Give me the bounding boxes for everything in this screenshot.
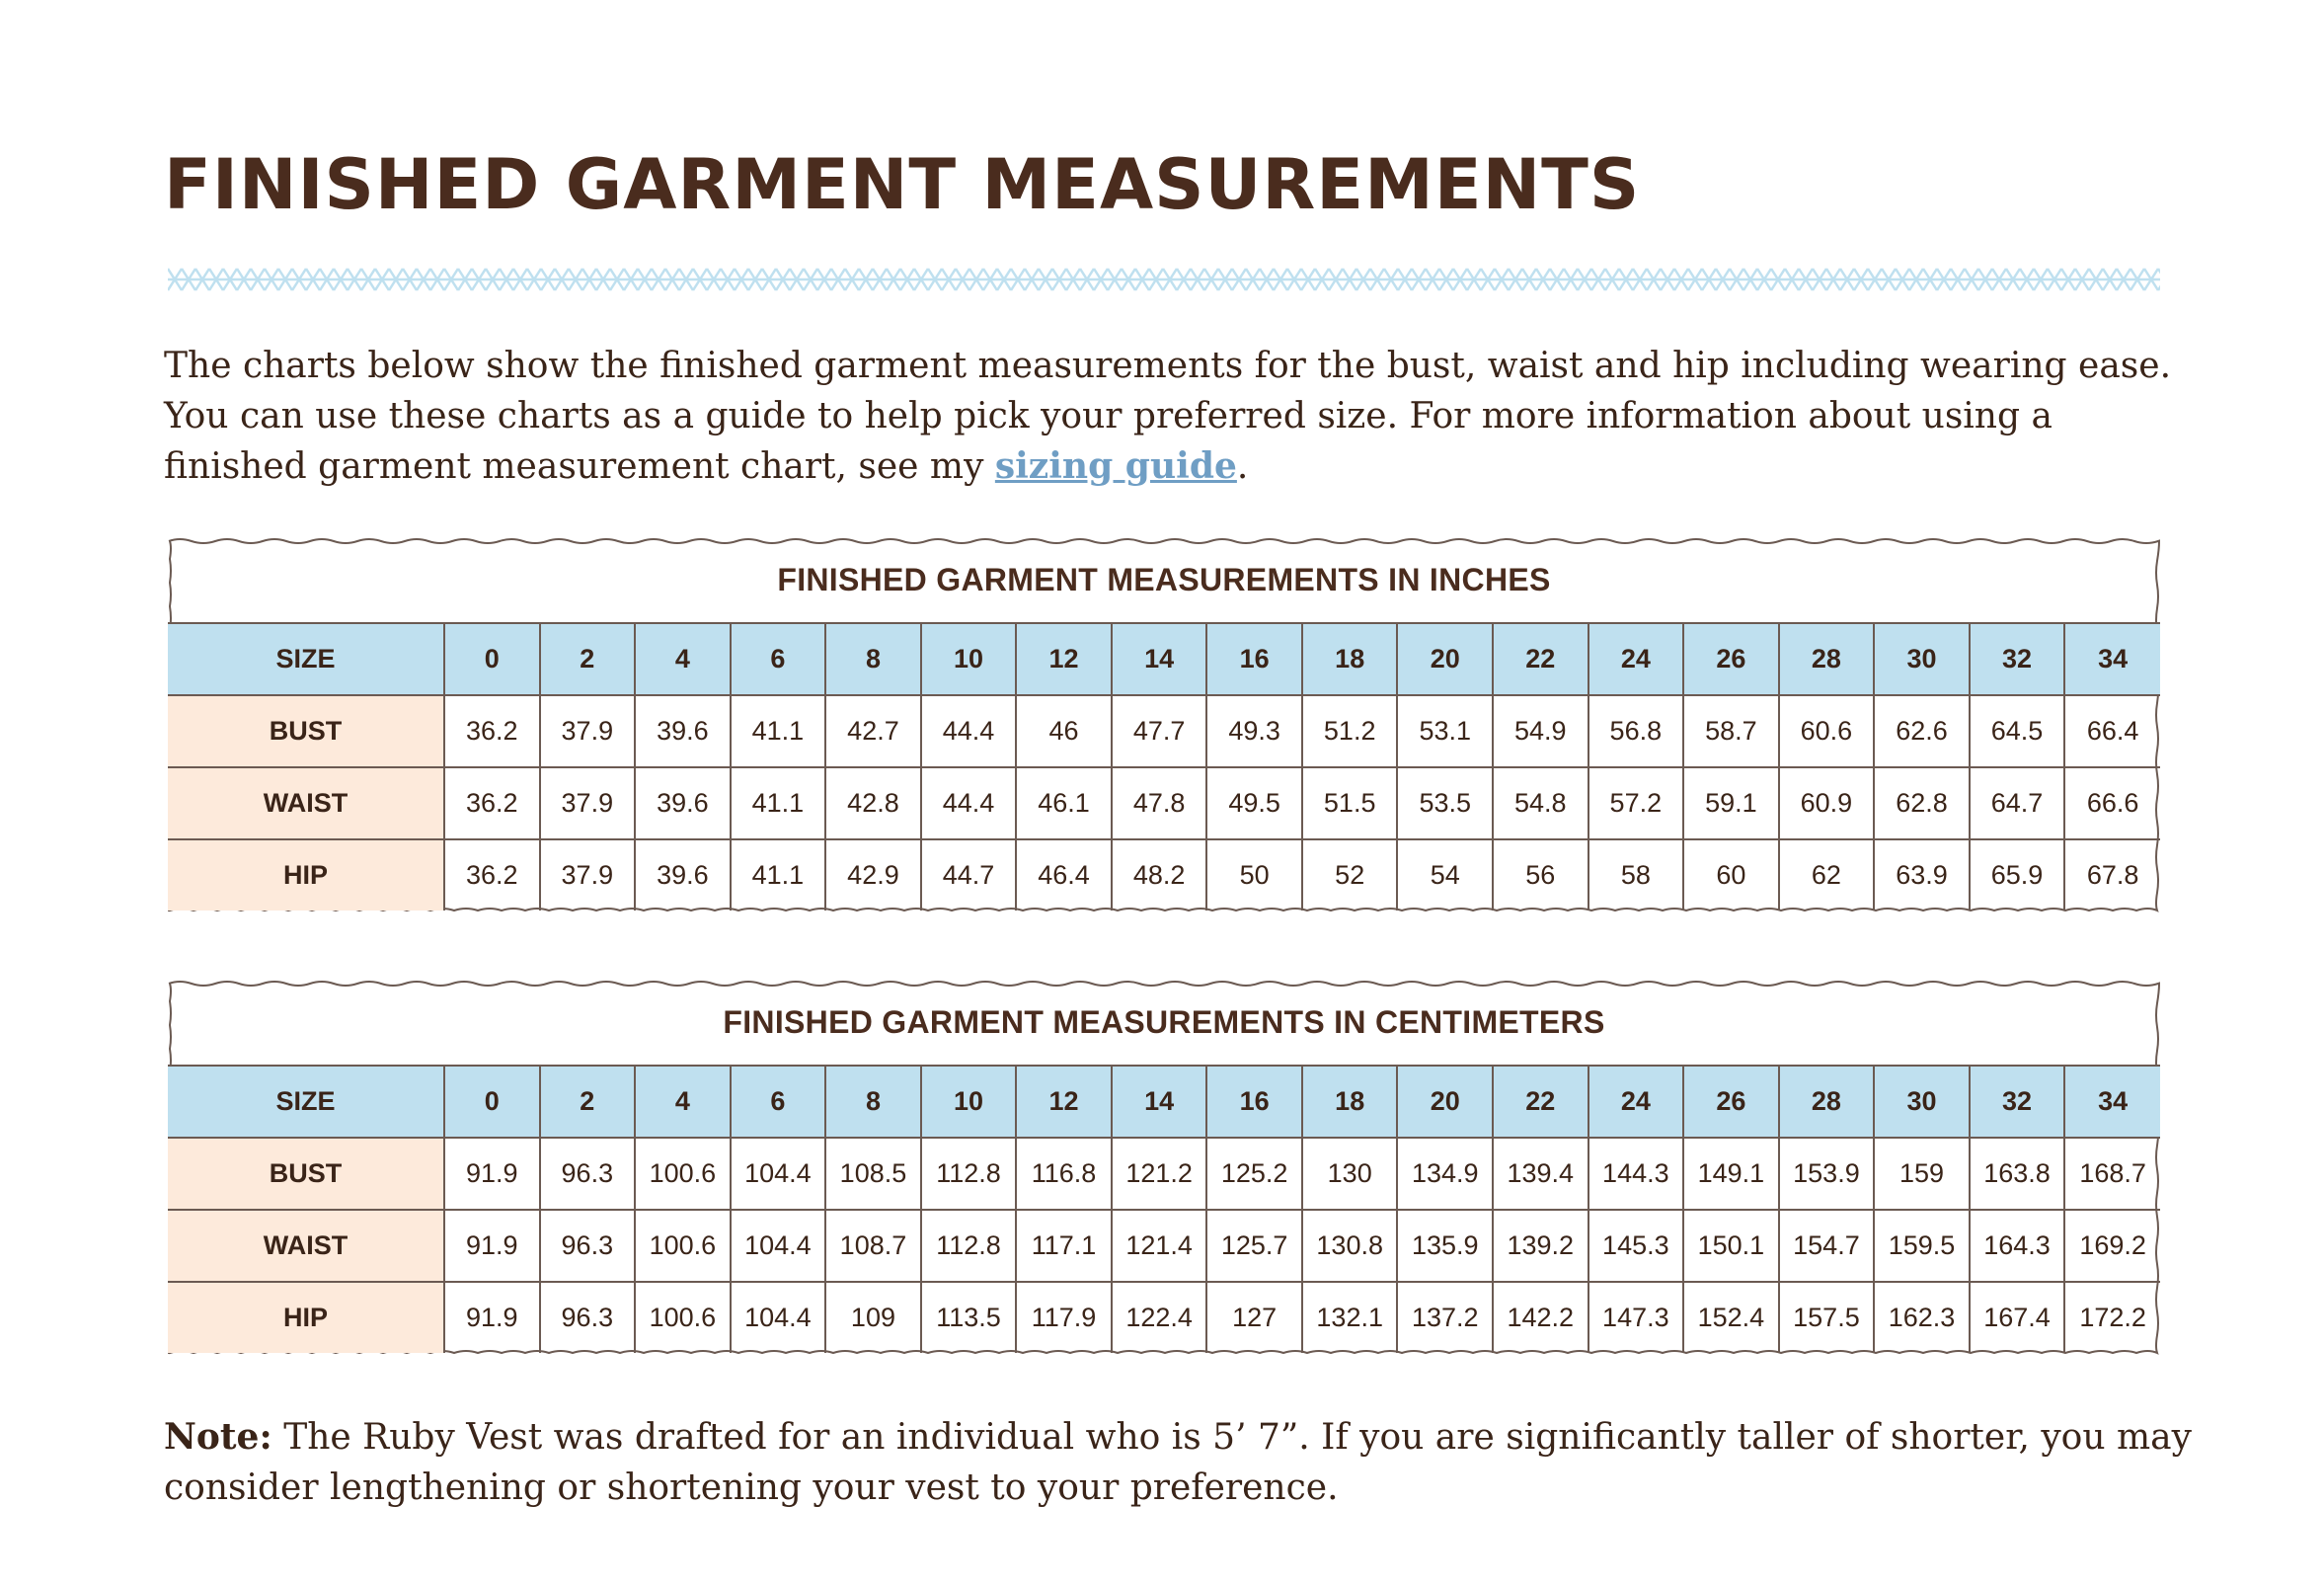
row-label: BUST	[168, 1138, 444, 1210]
intro-paragraph	[164, 341, 2178, 492]
size-header-row	[168, 1066, 2160, 1138]
size-label: SIZE	[168, 623, 444, 695]
measurement-cell: 91.9	[444, 1210, 540, 1282]
measurement-cell: 42.8	[825, 767, 921, 839]
size-header-cell: 34	[2064, 623, 2160, 695]
measurement-cell: 51.5	[1302, 767, 1398, 839]
measurement-cell: 125.7	[1206, 1210, 1302, 1282]
measurement-cell: 134.9	[1397, 1138, 1493, 1210]
measurement-cell: 159	[1874, 1138, 1970, 1210]
measurement-cell: 117.9	[1016, 1282, 1112, 1353]
measurement-cell: 135.9	[1397, 1210, 1493, 1282]
measurement-cell: 59.1	[1683, 767, 1779, 839]
measurement-cell: 58	[1588, 839, 1684, 911]
measurement-cell: 127	[1206, 1282, 1302, 1353]
measurement-cell: 37.9	[540, 767, 636, 839]
size-header-cell: 18	[1302, 1066, 1398, 1138]
measurement-cell: 66.6	[2064, 767, 2160, 839]
size-header-cell: 8	[825, 1066, 921, 1138]
size-header-cell: 12	[1016, 1066, 1112, 1138]
measurement-cell: 42.7	[825, 695, 921, 767]
measurement-cell: 67.8	[2064, 839, 2160, 911]
measurement-cell: 66.4	[2064, 695, 2160, 767]
measurement-cell: 121.4	[1112, 1210, 1207, 1282]
size-header-cell: 4	[635, 1066, 731, 1138]
measurement-cell: 46.4	[1016, 839, 1112, 911]
note-text: The Ruby Vest was drafted for an individual who is 5’ 7”. If you are significantly taller of shorter, you may consider lengthening or shortening your vest to your preference.	[164, 1417, 2192, 1508]
size-header-cell: 14	[1112, 623, 1207, 695]
measurement-cell: 62.6	[1874, 695, 1970, 767]
measurement-cell: 41.1	[731, 839, 826, 911]
table-row	[168, 767, 2160, 839]
size-header-cell: 16	[1206, 1066, 1302, 1138]
measurement-cell: 47.7	[1112, 695, 1207, 767]
measurement-cell: 164.3	[1970, 1210, 2065, 1282]
measurement-cell: 159.5	[1874, 1210, 1970, 1282]
note-paragraph	[164, 1412, 2217, 1513]
measurement-cell: 100.6	[635, 1282, 731, 1353]
measurement-cell: 172.2	[2064, 1282, 2160, 1353]
measurement-cell: 54.8	[1493, 767, 1588, 839]
inches-grid	[168, 622, 2160, 911]
size-header-cell: 14	[1112, 1066, 1207, 1138]
measurement-cell: 42.9	[825, 839, 921, 911]
measurement-cell: 44.4	[921, 767, 1017, 839]
row-label: HIP	[168, 839, 444, 911]
measurement-cell: 53.5	[1397, 767, 1493, 839]
measurement-cell: 51.2	[1302, 695, 1398, 767]
measurement-cell: 96.3	[540, 1210, 636, 1282]
measurement-cell: 122.4	[1112, 1282, 1207, 1353]
size-header-cell: 18	[1302, 623, 1398, 695]
measurement-cell: 60.6	[1779, 695, 1875, 767]
measurement-cell: 49.5	[1206, 767, 1302, 839]
measurement-cell: 53.1	[1397, 695, 1493, 767]
size-header-cell: 10	[921, 1066, 1017, 1138]
measurement-cell: 169.2	[2064, 1210, 2160, 1282]
size-header-cell: 16	[1206, 623, 1302, 695]
measurement-cell: 36.2	[444, 767, 540, 839]
measurement-cell: 100.6	[635, 1210, 731, 1282]
inches-table-title: FINISHED GARMENT MEASUREMENTS IN INCHES	[777, 561, 1551, 597]
measurement-cell: 47.8	[1112, 767, 1207, 839]
size-header-cell: 32	[1970, 1066, 2065, 1138]
measurement-cell: 64.7	[1970, 767, 2065, 839]
measurement-cell: 62.8	[1874, 767, 1970, 839]
decorative-divider	[168, 263, 2160, 296]
measurement-cell: 41.1	[731, 767, 826, 839]
measurement-cell: 162.3	[1874, 1282, 1970, 1353]
page-title: FINISHED GARMENT MEASUREMENTS	[164, 144, 1641, 225]
size-header-cell: 6	[731, 1066, 826, 1138]
size-header-cell: 20	[1397, 623, 1493, 695]
measurement-cell: 121.2	[1112, 1138, 1207, 1210]
measurement-cell: 58.7	[1683, 695, 1779, 767]
measurement-cell: 54.9	[1493, 695, 1588, 767]
measurement-cell: 142.2	[1493, 1282, 1588, 1353]
row-label: WAIST	[168, 767, 444, 839]
measurement-cell: 112.8	[921, 1210, 1017, 1282]
measurement-cell: 37.9	[540, 695, 636, 767]
measurement-cell: 62	[1779, 839, 1875, 911]
size-header-cell: 30	[1874, 1066, 1970, 1138]
size-header-cell: 8	[825, 623, 921, 695]
row-label: BUST	[168, 695, 444, 767]
size-header-cell: 0	[444, 623, 540, 695]
measurement-cell: 163.8	[1970, 1138, 2065, 1210]
size-header-cell: 0	[444, 1066, 540, 1138]
size-header-cell: 22	[1493, 623, 1588, 695]
measurement-cell: 144.3	[1588, 1138, 1684, 1210]
measurement-cell: 130	[1302, 1138, 1398, 1210]
measurement-cell: 48.2	[1112, 839, 1207, 911]
table-row	[168, 695, 2160, 767]
size-header-cell: 2	[540, 1066, 636, 1138]
table-row	[168, 1210, 2160, 1282]
measurement-cell: 49.3	[1206, 695, 1302, 767]
measurement-cell: 36.2	[444, 839, 540, 911]
measurement-cell: 52	[1302, 839, 1398, 911]
size-header-cell: 32	[1970, 623, 2065, 695]
measurement-cell: 104.4	[731, 1210, 826, 1282]
measurement-cell: 39.6	[635, 695, 731, 767]
size-header-row	[168, 623, 2160, 695]
measurement-cell: 116.8	[1016, 1138, 1112, 1210]
measurement-cell: 154.7	[1779, 1210, 1875, 1282]
size-header-cell: 34	[2064, 1066, 2160, 1138]
measurement-cell: 104.4	[731, 1138, 826, 1210]
measurement-cell: 108.7	[825, 1210, 921, 1282]
measurement-cell: 152.4	[1683, 1282, 1779, 1353]
size-header-cell: 28	[1779, 623, 1875, 695]
size-header-cell: 30	[1874, 623, 1970, 695]
row-label: HIP	[168, 1282, 444, 1353]
size-label: SIZE	[168, 1066, 444, 1138]
size-header-cell: 24	[1588, 623, 1684, 695]
size-header-cell: 10	[921, 623, 1017, 695]
measurement-cell: 147.3	[1588, 1282, 1684, 1353]
size-header-cell: 22	[1493, 1066, 1588, 1138]
measurement-cell: 117.1	[1016, 1210, 1112, 1282]
measurement-cell: 57.2	[1588, 767, 1684, 839]
measurement-cell: 112.8	[921, 1138, 1017, 1210]
measurement-cell: 56	[1493, 839, 1588, 911]
measurement-cell: 39.6	[635, 839, 731, 911]
measurement-cell: 139.2	[1493, 1210, 1588, 1282]
measurement-cell: 37.9	[540, 839, 636, 911]
row-label: WAIST	[168, 1210, 444, 1282]
table-row	[168, 1138, 2160, 1210]
measurement-cell: 167.4	[1970, 1282, 2065, 1353]
measurement-cell: 54	[1397, 839, 1493, 911]
centimeters-grid	[168, 1065, 2160, 1353]
measurement-cell: 50	[1206, 839, 1302, 911]
measurement-cell: 56.8	[1588, 695, 1684, 767]
centimeters-table-title: FINISHED GARMENT MEASUREMENTS IN CENTIMETERS	[723, 1003, 1605, 1040]
measurement-cell: 39.6	[635, 767, 731, 839]
size-header-cell: 24	[1588, 1066, 1684, 1138]
measurement-cell: 46	[1016, 695, 1112, 767]
measurement-cell: 63.9	[1874, 839, 1970, 911]
size-header-cell: 26	[1683, 1066, 1779, 1138]
size-header-cell: 12	[1016, 623, 1112, 695]
measurement-cell: 46.1	[1016, 767, 1112, 839]
intro-text-end: .	[1236, 446, 1249, 487]
measurement-cell: 145.3	[1588, 1210, 1684, 1282]
measurement-cell: 44.4	[921, 695, 1017, 767]
measurement-cell: 139.4	[1493, 1138, 1588, 1210]
measurement-cell: 44.7	[921, 839, 1017, 911]
measurement-cell: 65.9	[1970, 839, 2065, 911]
measurement-cell: 109	[825, 1282, 921, 1353]
size-header-cell: 6	[731, 623, 826, 695]
measurement-cell: 100.6	[635, 1138, 731, 1210]
measurement-cell: 91.9	[444, 1282, 540, 1353]
measurement-cell: 149.1	[1683, 1138, 1779, 1210]
measurement-cell: 125.2	[1206, 1138, 1302, 1210]
size-header-cell: 20	[1397, 1066, 1493, 1138]
measurement-cell: 153.9	[1779, 1138, 1875, 1210]
size-header-cell: 4	[635, 623, 731, 695]
measurement-cell: 96.3	[540, 1138, 636, 1210]
measurement-cell: 150.1	[1683, 1210, 1779, 1282]
measurement-cell: 132.1	[1302, 1282, 1398, 1353]
measurement-cell: 60	[1683, 839, 1779, 911]
intro-text: The charts below show the finished garment measurements for the bust, waist and hip including wearing ease. You can use these charts as a guide to help pick your preferred size. For more information about using a finished garment measurement chart, see my	[164, 346, 2172, 487]
measurement-cell: 60.9	[1779, 767, 1875, 839]
sizing-guide-link[interactable]: sizing guide	[994, 445, 1237, 487]
size-header-cell: 26	[1683, 623, 1779, 695]
table-row	[168, 839, 2160, 911]
measurement-cell: 91.9	[444, 1138, 540, 1210]
measurement-cell: 36.2	[444, 695, 540, 767]
size-header-cell: 28	[1779, 1066, 1875, 1138]
table-row	[168, 1282, 2160, 1353]
measurement-cell: 108.5	[825, 1138, 921, 1210]
measurement-cell: 64.5	[1970, 695, 2065, 767]
inches-table	[168, 537, 2160, 914]
measurement-cell: 113.5	[921, 1282, 1017, 1353]
measurement-cell: 157.5	[1779, 1282, 1875, 1353]
size-header-cell: 2	[540, 623, 636, 695]
measurement-cell: 130.8	[1302, 1210, 1398, 1282]
measurement-cell: 137.2	[1397, 1282, 1493, 1353]
measurement-cell: 168.7	[2064, 1138, 2160, 1210]
measurement-cell: 41.1	[731, 695, 826, 767]
measurement-cell: 96.3	[540, 1282, 636, 1353]
centimeters-table	[168, 980, 2160, 1357]
note-label: Note:	[164, 1416, 272, 1458]
measurement-cell: 104.4	[731, 1282, 826, 1353]
